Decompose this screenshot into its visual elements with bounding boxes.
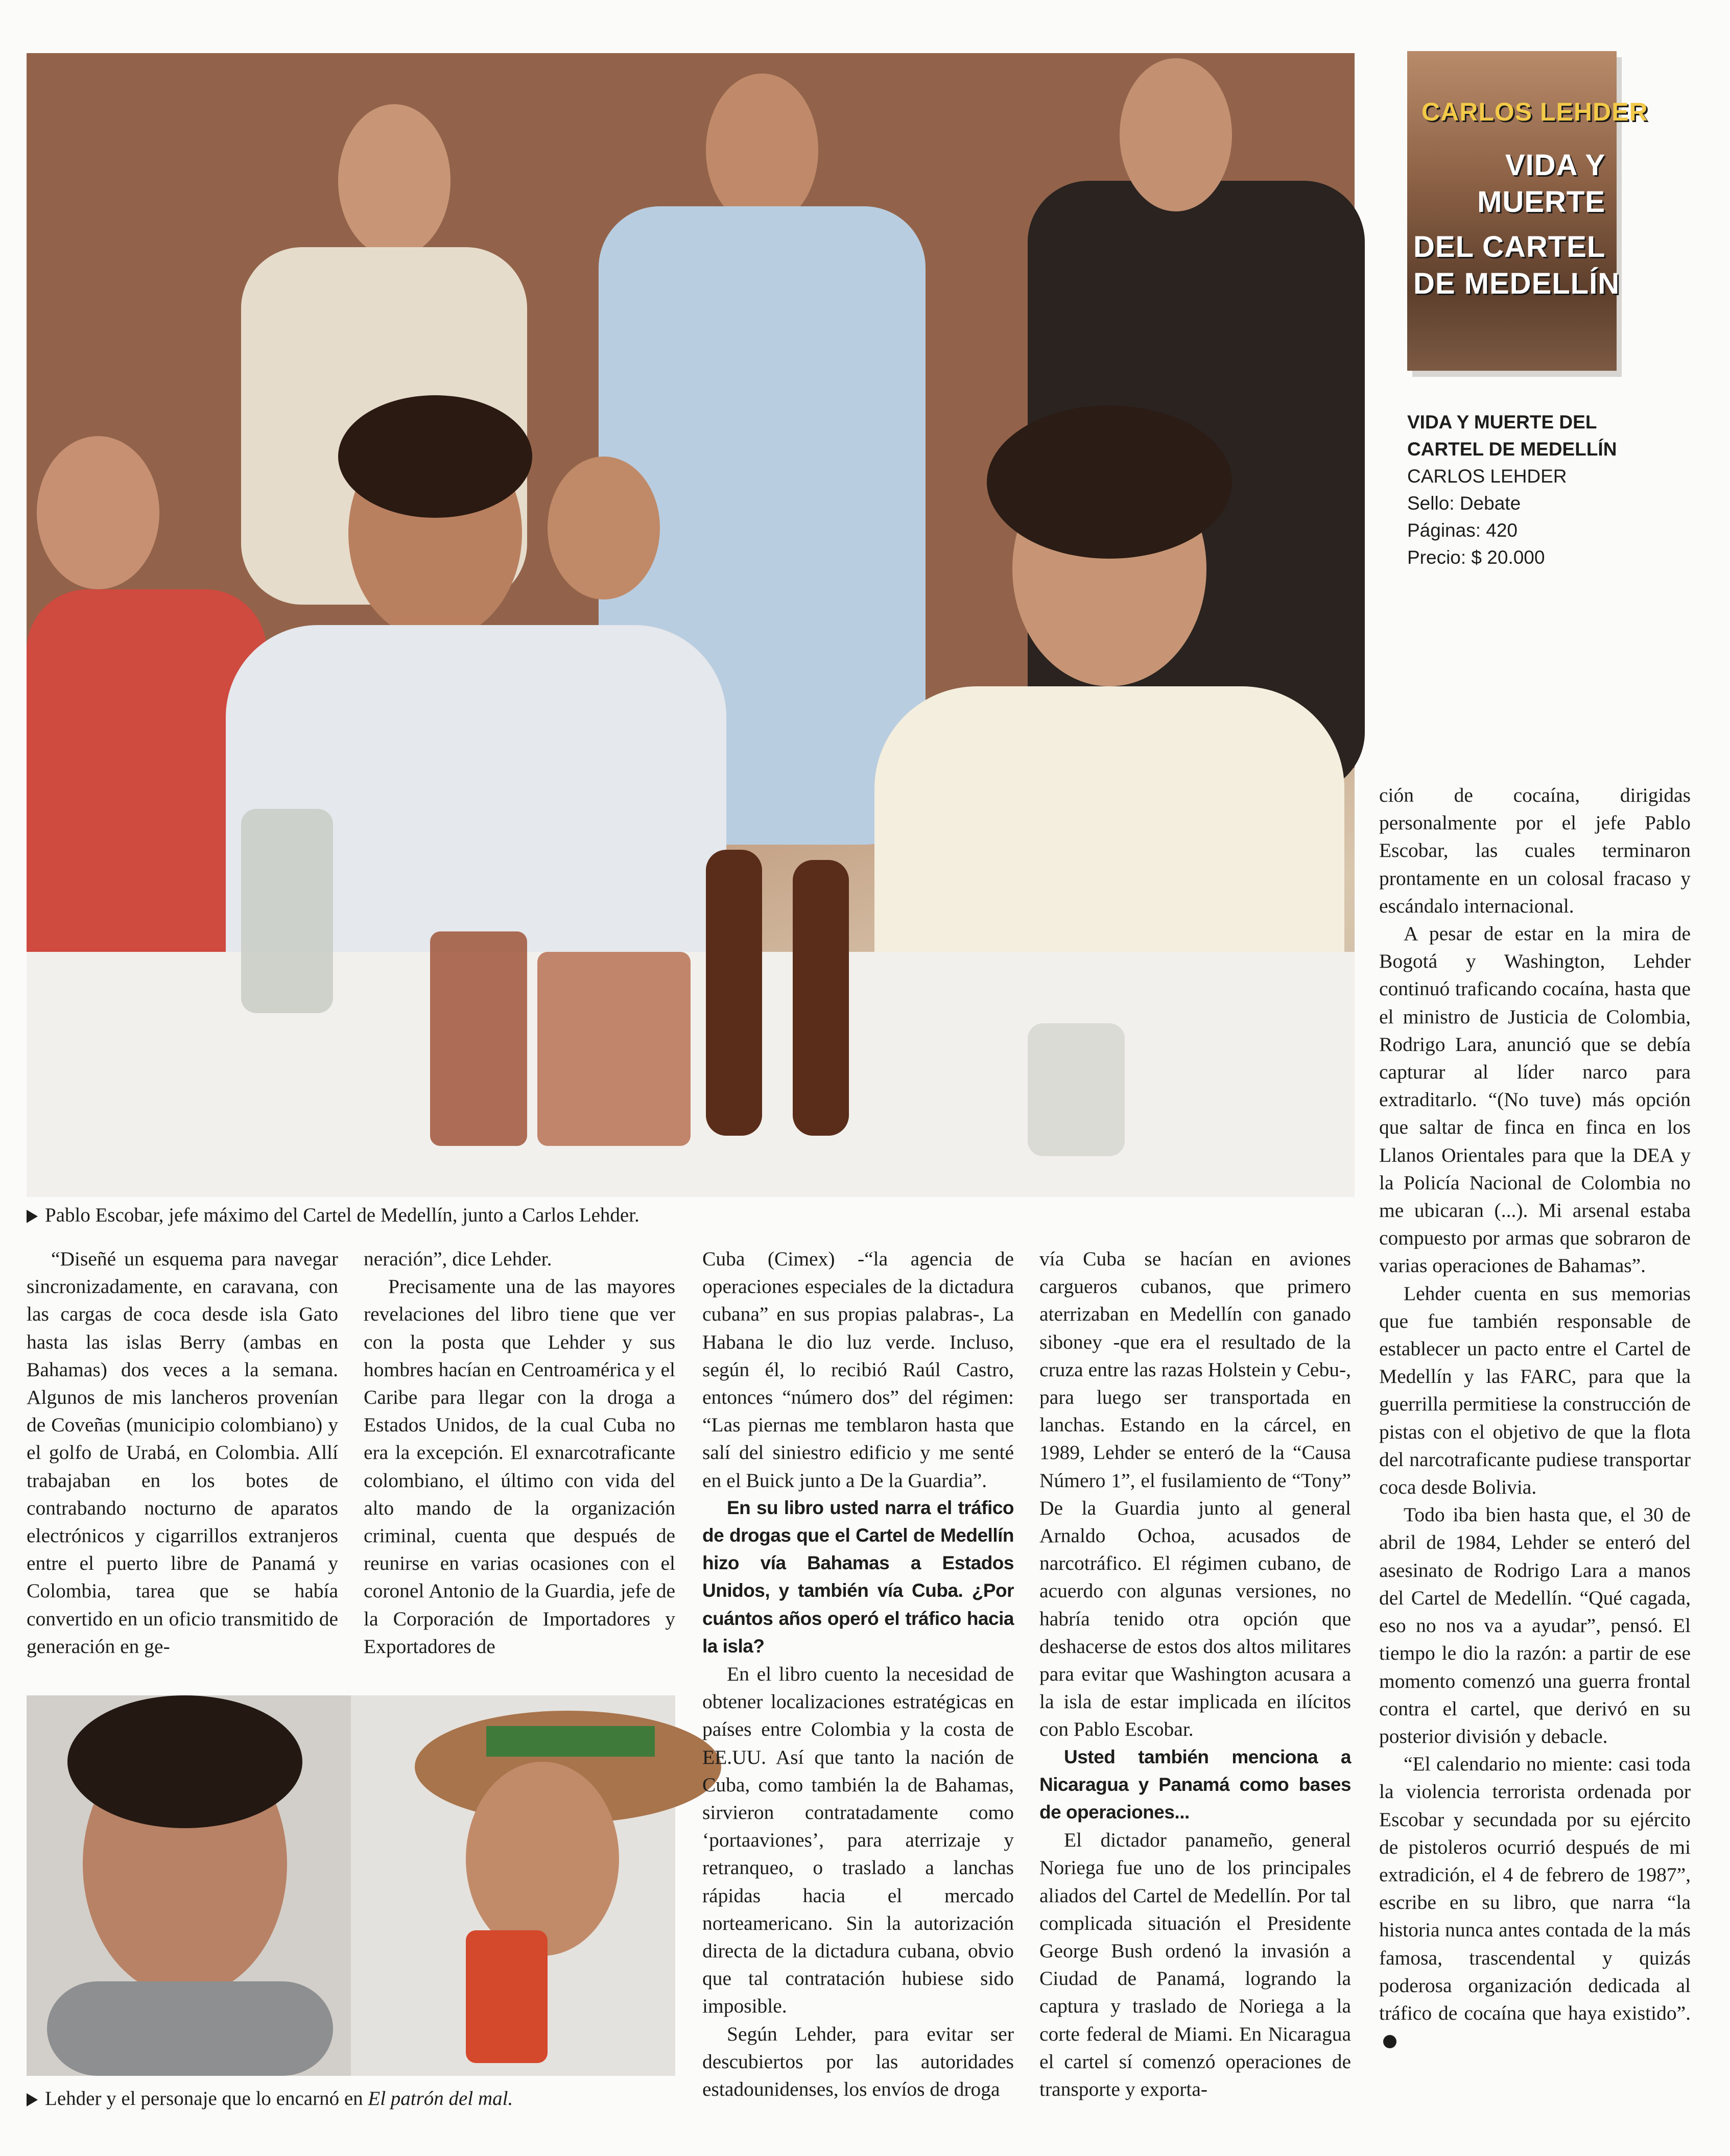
paragraph: Cuba (Cimex) -“la agencia de operaciones especiales de la dictadura cubana” en sus propias palabras-, La Habana le dio luz verde. Incluso, según él, lo recibió Raúl Castro, entonces “número dos” del régimen: “Las piernas me temblaron hasta que salí del siniestro edificio y me senté en el Buick junto a De la Guardia”. [702,1248,1014,1492]
book-author: CARLOS LEHDER [1407,466,1567,487]
paragraph: neración”, dice Lehder. [364,1248,552,1270]
paragraph: En el libro cuento la necesidad de obtener localizaciones estratégicas en países entre Colombia y la costa de EE.UU. Así que tanto la nación de Cuba, como también la de Bahamas, sirvieron contratadamente como ‘portaaviones’, para aterrizaje y retranqueo, o traslado a lanchas rápidas hacia el mercado norteamericano. Sin la autorización directa de la dictadura cubana, obvio que tal contratación hubiese sido imposible. [702,1663,1014,2018]
paragraph: Precisamente una de las mayores revelaciones del libro tiene que ver con la posta que Lehder y sus hombres hacían en Centroamérica y el Caribe para llegar con la droga a Estados Unidos, de la cual Cuba no era la excepción. El exnarcotraficante colombiano, el último con vida del alto mando de la organización criminal, cuenta que después de reunirse en varias ocasiones con el coronel Antonio de la Guardia, jefe de la Corporación de Importadores y Exportadores de [364,1275,675,1658]
book-info [1407,409,1622,571]
caption-arrow-icon [27,1210,38,1223]
book-publisher: Sello: Debate [1407,493,1521,514]
second-photo-caption: Lehder y el personaje que lo encarnó en El patrón del mal. [27,2087,691,2111]
article-column-1 [27,1245,338,1660]
book-price: Precio: $ 20.000 [1407,547,1545,568]
book-cover [1407,51,1648,371]
paragraph: Lehder cuenta en sus memorias que fue también responsable de establecer un pacto entre el Cartel de Medellín y las FARC, para que la guerrilla permitiese la construcción de pistas con el objetivo de que la flota del narcotraficante pudiese transportar coca desde Bolivia. [1379,1282,1691,1499]
article-column-2 [364,1245,675,1660]
article-column-5 [1379,781,1691,2054]
paragraph: ción de cocaína, dirigidas personalmente por el jefe Pablo Escobar, las cuales terminaron prontamente en un colosal fracaso y escándalo internacional. [1379,784,1691,917]
paragraph: A pesar de estar en la mira de Bogotá y Washington, Lehder continuó traficando cocaína, hasta que el ministro de Justicia de Colombia, Rodrigo Lara, anunció que se debía capturar al líder narco para extraditarlo. “(No tuve) más opción que saltar de finca en finca en los Llanos Orientales para que la DEA y la Policía Nacional de Colombia no me ubicaran (...). Mi arsenal estaba compuesto por armas que sobraron de varias operaciones de Bahamas”. [1379,922,1691,1277]
book-title-line-1: VIDA Y MUERTE DEL [1407,412,1597,433]
paragraph: El dictador panameño, general Noriega fue uno de los principales aliados del Cartel de Medellín. Por tal complicada situación el Presidente George Bush ordenó la invasión a Ciudad de Panamá, logrando la captura y traslado de Noriega a la corte federal de Miami. En Nicaragua el cartel sí comenzó operaciones de transporte y exporta- [1039,1829,1351,2101]
paragraph: “Diseñé un esquema para navegar sincronizadamente, en caravana, con las cargas de coca desde isla Gato hasta las islas Berry (ambas en Bahamas) dos veces a la semana. Algunos de mis lancheros provenían de Coveñas (municipio colombiano) y el golfo de Urabá, en Colombia. Allí trabajaban en los botes de contrabando nocturno de aparatos electrónicos y cigarrillos extranjeros entre el puerto libre de Panamá y Colombia, tarea que se había convertido en un oficio transmitido de generación en ge- [27,1248,338,1658]
paragraph: Todo iba bien hasta que, el 30 de abril de 1984, Lehder se enteró del asesinato de Rodrigo Lara a manos del Cartel de Medellín. “Qué cagada, eso no nos va a ayudar”, pensó. El tiempo le dio la razón: a partir de ese momento comenzó una guerra frontal contra el cartel, que derivó en su posterior división y debacle. [1379,1503,1691,1747]
caption-arrow-icon [27,2093,38,2106]
paragraph: vía Cuba se hacían en aviones cargueros cubanos, que primero aterrizaban en Medellín con ganado siboney -que era el resultado de la cruza entre las razas Holstein y Cebu-, para luego ser transportada en lanchas. Estando en la cárcel, en 1989, Lehder se enteró de la “Causa Número 1”, el fusilamiento de “Tony” De la Guardia junto al general Arnaldo Ochoa, acusados de narcotráfico. El régimen cubano, de acuerdo con algunas versiones, no habría tenido otra opción que deshacerse de estos dos altos militares para evitar que Washington acusara a la isla de estar implicada en ilícitos con Pablo Escobar. [1039,1248,1351,1741]
main-photo-illustration [27,53,1355,1193]
cover-author: CARLOS LEHDER [1421,98,1648,126]
paragraph: “El calendario no miente: casi toda la violencia terrorista ordenada por Escobar y secundada por su ejército de pistoleros ocurrió después de mi extradición, el 4 de febrero de 1987”, escribe en su libro, que narra “la historia nunca antes contada de la más famosa, trascendental y quizás poderosa organización dedicada al tráfico de cocaína que haya existido”. [1379,1750,1691,2054]
cover-title-4: DE MEDELLÍN [1413,267,1620,300]
article-column-3 [702,1245,1014,2103]
cover-title-1: VIDA Y [1505,149,1605,182]
paragraph: Según Lehder, para evitar ser descubiertos por las autoridades estadounidenses, los envíos de droga [702,2022,1014,2101]
book-title-line-2: CARTEL DE MEDELLÍN [1407,439,1617,460]
main-photo [27,53,1355,1193]
main-photo-caption: Pablo Escobar, jefe máximo del Cartel de Medellín, junto a Carlos Lehder. [27,1203,1355,1228]
book-pages: Páginas: 420 [1407,520,1518,541]
interview-question: En su libro usted narra el tráfico de drogas que el Cartel de Medellín hizo vía Bahamas a Estados Unidos, y también vía Cuba. ¿Por cuántos años operó el tráfico hacia la isla? [702,1497,1014,1657]
end-mark-icon [1383,2035,1396,2048]
cover-title-3: DEL CARTEL [1413,230,1606,263]
second-photo [27,1695,675,2076]
article-column-4 [1039,1245,1351,2103]
cover-title-2: MUERTE [1477,185,1605,219]
interview-question: Usted también menciona a Nicaragua y Panamá como bases de operaciones... [1039,1746,1351,1823]
second-photo-illustration [27,1695,675,2076]
